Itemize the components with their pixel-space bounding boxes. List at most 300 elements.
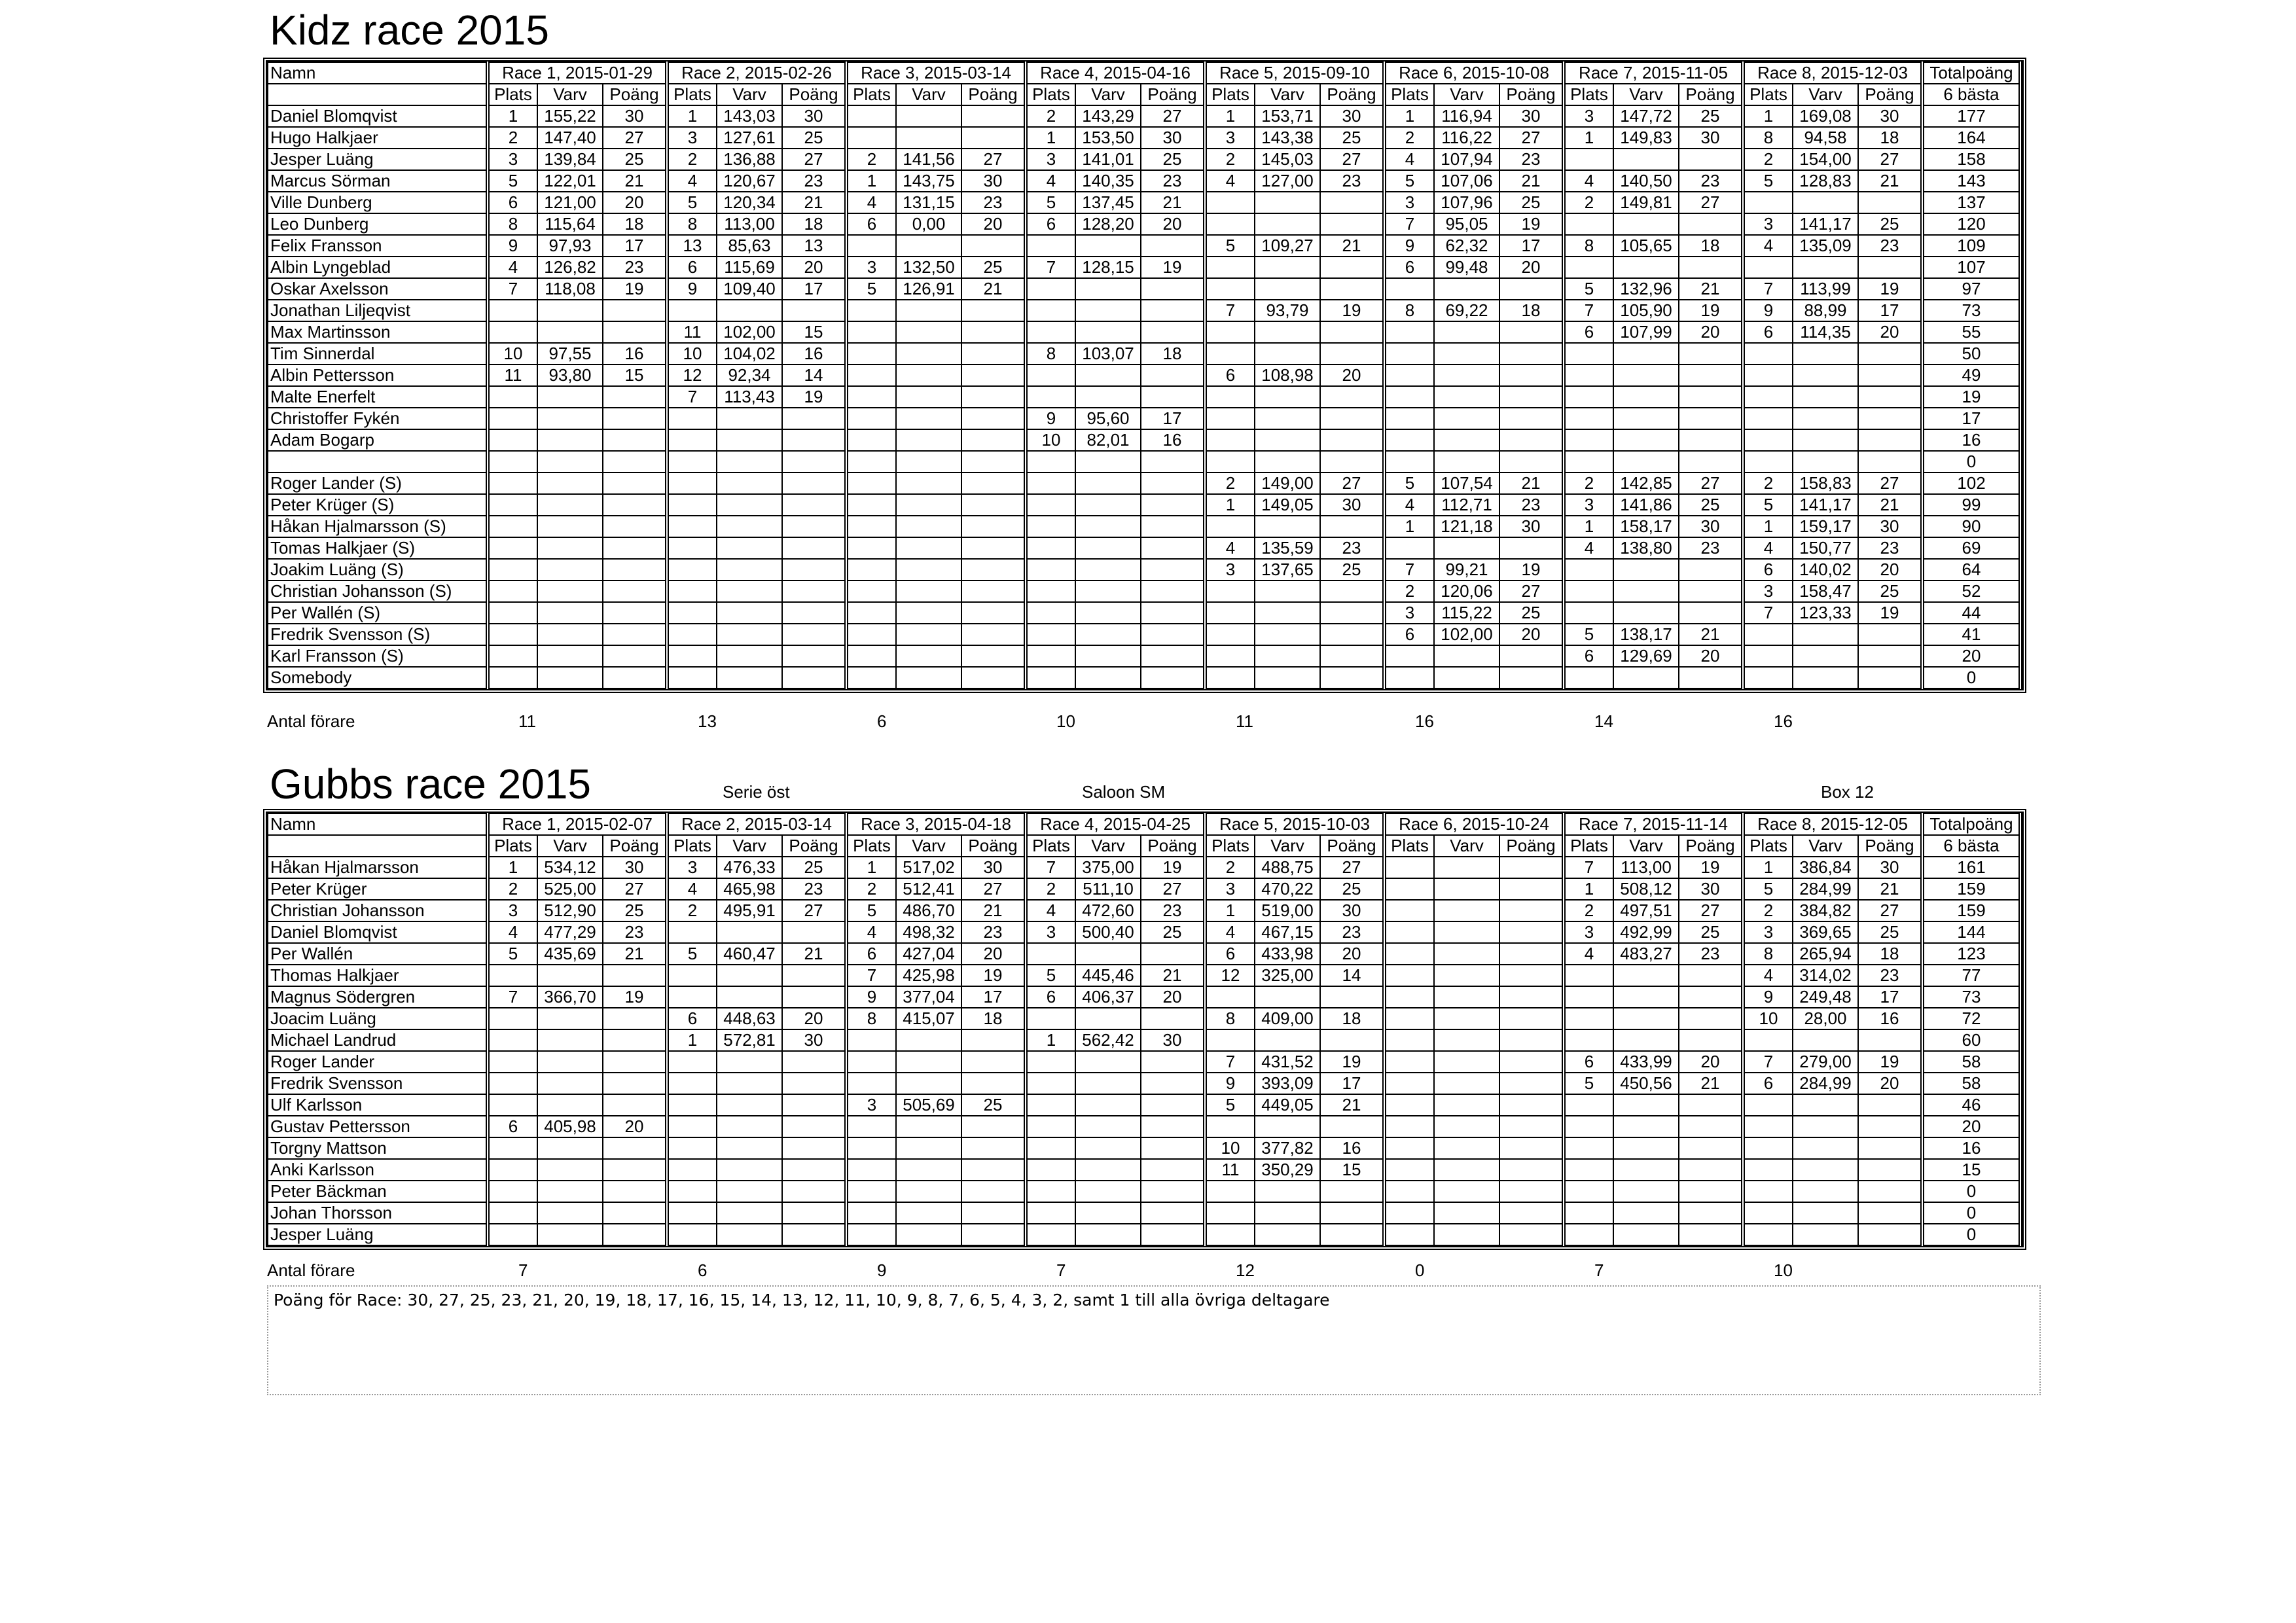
cell-varv [896,429,961,451]
cell-poang [1499,943,1564,965]
cell-plats: 7 [1026,257,1075,278]
cell-poang [1320,602,1384,624]
cell-varv [537,1029,603,1051]
cell-plats [1564,1094,1613,1116]
cell-varv [717,451,782,473]
antal-value: 11 [1236,711,1253,731]
antal-value: 11 [518,711,536,731]
cell-poang: 21 [1141,965,1205,986]
cell-poang [961,602,1026,624]
cell-plats [1205,1202,1255,1224]
cell-plats [1743,408,1793,429]
cell-plats [1205,580,1255,602]
cell-plats [846,580,896,602]
cell-plats [1384,645,1434,667]
cell-poang [782,473,846,494]
cell-plats [1384,1202,1434,1224]
cell-plats: 6 [1564,321,1613,343]
cell-varv [1613,257,1679,278]
cell-plats: 1 [1384,105,1434,127]
cell-plats [488,537,537,559]
cell-varv: 415,07 [896,1008,961,1029]
cell-poang [961,321,1026,343]
cell-varv [537,321,603,343]
cell-poang [1858,1202,1922,1224]
cell-varv [1613,580,1679,602]
cell-plats: 3 [1205,878,1255,900]
cell-poang [1499,386,1564,408]
cell-varv: 140,50 [1613,170,1679,192]
cell-poang [1499,408,1564,429]
cell-varv: 572,81 [717,1029,782,1051]
cell-poang [1141,494,1205,516]
cell-varv [1255,602,1320,624]
cell-varv: 138,80 [1613,537,1679,559]
sub-header: Poäng [1679,835,1743,857]
cell-poang: 19 [961,965,1026,986]
cell-plats [846,1029,896,1051]
cell-varv [1075,300,1141,321]
cell-poang: 30 [603,105,667,127]
cell-plats [1384,1181,1434,1202]
cell-plats: 8 [1205,1008,1255,1029]
cell-poang: 25 [603,149,667,170]
cell-poang [603,408,667,429]
kidz-header-row [268,62,2020,84]
cell-poang: 30 [1499,105,1564,127]
sub-header: Varv [717,84,782,105]
cell-poang [1679,213,1743,235]
cell-plats [488,494,537,516]
cell-varv: 143,75 [896,170,961,192]
cell-varv [1075,1137,1141,1159]
cell-varv [537,559,603,580]
cell-varv: 153,71 [1255,105,1320,127]
cell-plats: 7 [1026,857,1075,878]
cell-plats [667,965,717,986]
cell-varv [717,667,782,688]
cell-plats: 3 [846,257,896,278]
cell-poang [782,921,846,943]
cell-poang [1320,343,1384,365]
cell-plats: 4 [1205,537,1255,559]
cell-varv: 486,70 [896,900,961,921]
cell-varv [537,602,603,624]
cell-varv: 143,38 [1255,127,1320,149]
cell-varv: 449,05 [1255,1094,1320,1116]
driver-name: Magnus Södergren [268,986,488,1008]
cell-varv: 128,20 [1075,213,1141,235]
cell-plats [1205,192,1255,213]
cell-poang [1499,451,1564,473]
cell-varv [717,965,782,986]
cell-varv: 325,00 [1255,965,1320,986]
cell-plats [1564,386,1613,408]
cell-plats: 10 [1205,1137,1255,1159]
cell-varv [1075,645,1141,667]
cell-poang [1499,857,1564,878]
cell-varv [896,365,961,386]
table-row [268,408,2020,429]
cell-poang: 25 [1679,921,1743,943]
cell-poang [1141,559,1205,580]
cell-varv [1613,1224,1679,1245]
cell-varv [1075,516,1141,537]
cell-varv [1793,192,1858,213]
cell-varv [1075,1094,1141,1116]
cell-varv [1434,1137,1499,1159]
cell-varv [1075,602,1141,624]
cell-plats [488,1202,537,1224]
cell-plats: 3 [846,1094,896,1116]
table-row [268,1008,2020,1029]
cell-varv [1434,278,1499,300]
cell-plats [1743,451,1793,473]
driver-name: Per Wallén [268,943,488,965]
cell-plats [1743,1224,1793,1245]
cell-varv [1434,1073,1499,1094]
cell-varv: 525,00 [537,878,603,900]
cell-varv [717,300,782,321]
sub-header: Plats [1564,84,1613,105]
table-row [268,943,2020,965]
cell-plats [488,321,537,343]
cell-varv [1793,429,1858,451]
total-points: 44 [1922,602,2020,624]
cell-poang [782,1116,846,1137]
cell-poang [1320,429,1384,451]
cell-poang: 20 [1320,943,1384,965]
driver-name: Max Martinsson [268,321,488,343]
cell-plats [488,1073,537,1094]
cell-plats [846,1137,896,1159]
sub-header: Poäng [1858,84,1922,105]
cell-plats: 7 [1564,857,1613,878]
cell-varv: 562,42 [1075,1029,1141,1051]
cell-varv: 159,17 [1793,516,1858,537]
total-points: 55 [1922,321,2020,343]
cell-plats [667,473,717,494]
cell-plats: 2 [1205,149,1255,170]
cell-varv [537,1137,603,1159]
cell-plats: 9 [667,278,717,300]
cell-plats [1205,645,1255,667]
cell-plats: 5 [1384,170,1434,192]
cell-poang [1141,516,1205,537]
cell-varv [1434,365,1499,386]
cell-varv [1613,386,1679,408]
cell-poang [603,559,667,580]
table-row [268,1051,2020,1073]
race-header: Race 2, 2015-03-14 [667,813,846,835]
cell-plats: 7 [1743,602,1793,624]
total-points: 159 [1922,900,2020,921]
cell-plats [846,105,896,127]
total-points: 20 [1922,645,2020,667]
race-header: Race 7, 2015-11-05 [1564,62,1743,84]
cell-poang [603,1094,667,1116]
total-subheader: 6 bästa [1922,84,2020,105]
cell-plats [488,473,537,494]
cell-plats [1564,1159,1613,1181]
cell-poang: 19 [1499,559,1564,580]
cell-varv: 113,43 [717,386,782,408]
driver-name: Ulf Karlsson [268,1094,488,1116]
cell-plats [846,343,896,365]
cell-plats [1026,235,1075,257]
cell-plats [846,602,896,624]
cell-poang: 30 [1499,516,1564,537]
cell-poang: 18 [1320,1008,1384,1029]
cell-plats: 1 [1743,516,1793,537]
cell-varv: 0,00 [896,213,961,235]
cell-poang: 27 [961,878,1026,900]
driver-name: Peter Krüger (S) [268,494,488,516]
cell-varv: 135,59 [1255,537,1320,559]
cell-poang: 25 [782,857,846,878]
cell-plats [846,559,896,580]
total-points: 0 [1922,1202,2020,1224]
cell-varv [717,921,782,943]
cell-plats: 11 [667,321,717,343]
cell-plats: 2 [1384,580,1434,602]
cell-plats: 1 [1026,127,1075,149]
cell-poang [782,965,846,986]
sub-header: Varv [1793,84,1858,105]
cell-poang [1499,1137,1564,1159]
sub-header: Poäng [603,835,667,857]
cell-varv: 377,82 [1255,1137,1320,1159]
cell-poang [961,537,1026,559]
cell-plats: 3 [488,149,537,170]
cell-poang [1499,365,1564,386]
cell-plats: 4 [488,257,537,278]
cell-plats [488,300,537,321]
cell-poang [1141,1008,1205,1029]
driver-name: Håkan Hjalmarsson (S) [268,516,488,537]
cell-poang: 25 [1141,149,1205,170]
cell-poang: 18 [961,1008,1026,1029]
sub-header: Poäng [1141,835,1205,857]
cell-plats: 4 [1564,170,1613,192]
total-points: 0 [1922,667,2020,688]
cell-varv: 488,75 [1255,857,1320,878]
table-row [268,451,2020,473]
driver-name: Fredrik Svensson (S) [268,624,488,645]
driver-name: Gustav Pettersson [268,1116,488,1137]
cell-plats [846,321,896,343]
cell-plats [846,429,896,451]
antal-value: 10 [1774,1260,1793,1280]
cell-poang [603,1159,667,1181]
cell-varv: 115,64 [537,213,603,235]
cell-varv: 497,51 [1613,900,1679,921]
cell-varv: 472,60 [1075,900,1141,921]
cell-varv [1075,278,1141,300]
sub-header: Varv [1255,84,1320,105]
cell-varv: 460,47 [717,943,782,965]
cell-plats [1743,645,1793,667]
cell-poang: 17 [1320,1073,1384,1094]
cell-poang [782,1159,846,1181]
table-row [268,343,2020,365]
cell-poang: 23 [1141,900,1205,921]
cell-varv [717,1051,782,1073]
driver-name: Leo Dunberg [268,213,488,235]
cell-poang [1141,602,1205,624]
cell-poang [1679,1094,1743,1116]
cell-plats [1205,451,1255,473]
cell-varv [537,1051,603,1073]
cell-plats [1384,1116,1434,1137]
cell-plats: 3 [667,127,717,149]
cell-plats [1026,580,1075,602]
cell-plats: 5 [846,900,896,921]
cell-plats: 10 [488,343,537,365]
cell-plats: 6 [1564,1051,1613,1073]
kidz-subheader-row [268,84,2020,105]
cell-plats: 6 [488,1116,537,1137]
cell-poang: 23 [1141,170,1205,192]
race-header: Race 1, 2015-02-07 [488,813,667,835]
gubbs-header-row [268,813,2020,835]
cell-poang [1141,1181,1205,1202]
cell-plats: 2 [667,149,717,170]
cell-plats [1564,602,1613,624]
cell-plats: 6 [1205,365,1255,386]
driver-name: Jesper Luäng [268,149,488,170]
driver-name: Johan Thorsson [268,1202,488,1224]
cell-plats [846,451,896,473]
cell-poang [782,667,846,688]
cell-varv: 120,34 [717,192,782,213]
cell-varv [1434,1029,1499,1051]
cell-poang: 25 [1858,580,1922,602]
cell-plats [1205,986,1255,1008]
cell-varv [1434,878,1499,900]
total-points: 177 [1922,105,2020,127]
cell-varv [1613,667,1679,688]
cell-poang: 23 [603,921,667,943]
cell-poang [782,602,846,624]
cell-poang: 27 [603,127,667,149]
cell-poang [961,1116,1026,1137]
cell-varv [1613,343,1679,365]
cell-plats: 3 [1384,192,1434,213]
race-header: Race 3, 2015-03-14 [846,62,1026,84]
driver-name: Michael Landrud [268,1029,488,1051]
cell-plats [667,1051,717,1073]
cell-poang: 16 [782,343,846,365]
cell-varv: 147,72 [1613,105,1679,127]
cell-varv: 128,83 [1793,170,1858,192]
total-points: 97 [1922,278,2020,300]
cell-varv [717,986,782,1008]
cell-plats: 5 [1026,192,1075,213]
cell-plats [1384,943,1434,965]
cell-poang [961,667,1026,688]
driver-name: Hugo Halkjaer [268,127,488,149]
cell-poang [1858,343,1922,365]
cell-poang [961,624,1026,645]
cell-varv [717,408,782,429]
cell-varv: 120,06 [1434,580,1499,602]
total-points: 0 [1922,1181,2020,1202]
cell-varv: 107,06 [1434,170,1499,192]
table-row [268,1137,2020,1159]
race-header: Race 2, 2015-02-26 [667,62,846,84]
cell-poang [961,300,1026,321]
cell-varv: 483,27 [1613,943,1679,965]
cell-poang [1320,213,1384,235]
cell-plats [846,300,896,321]
cell-poang [1320,516,1384,537]
box-label: Box 12 [1821,782,1874,802]
cell-varv: 512,90 [537,900,603,921]
cell-varv: 377,04 [896,986,961,1008]
cell-poang [1320,580,1384,602]
cell-varv [1793,1181,1858,1202]
cell-poang [603,1224,667,1245]
cell-poang [1858,386,1922,408]
cell-poang: 21 [1679,278,1743,300]
cell-varv [717,494,782,516]
cell-plats [1026,1008,1075,1029]
cell-plats: 7 [1205,1051,1255,1073]
sub-header: Varv [896,835,961,857]
cell-plats: 8 [1026,343,1075,365]
cell-varv: 149,81 [1613,192,1679,213]
cell-plats [1743,429,1793,451]
cell-poang [961,1159,1026,1181]
cell-plats [1564,451,1613,473]
cell-poang: 19 [1320,1051,1384,1073]
cell-plats: 6 [846,943,896,965]
cell-plats [1384,386,1434,408]
cell-poang [1499,900,1564,921]
total-points: 58 [1922,1073,2020,1094]
cell-poang [782,494,846,516]
cell-plats [1205,429,1255,451]
cell-poang [1858,1029,1922,1051]
cell-varv [896,1029,961,1051]
cell-plats [1564,1181,1613,1202]
cell-poang [603,1051,667,1073]
points-note: Poäng för Race: 30, 27, 25, 23, 21, 20, 19, 18, 17, 16, 15, 14, 13, 12, 11, 10, 9, 8, 7, 6, 5, 4, 3, 2, samt 1 till alla övriga deltagare [267,1285,2041,1395]
cell-poang: 23 [1858,537,1922,559]
cell-varv [537,494,603,516]
driver-name: Somebody [268,667,488,688]
cell-poang: 21 [961,900,1026,921]
cell-poang [782,1094,846,1116]
cell-plats [1026,559,1075,580]
cell-varv: 107,94 [1434,149,1499,170]
cell-varv [1434,900,1499,921]
sub-header: Poäng [961,84,1026,105]
cell-varv: 393,09 [1255,1073,1320,1094]
total-points: 164 [1922,127,2020,149]
sub-header: Plats [667,84,717,105]
cell-poang: 19 [1679,857,1743,878]
cell-varv [896,321,961,343]
cell-plats: 6 [667,1008,717,1029]
cell-varv [1075,1159,1141,1181]
cell-varv [896,451,961,473]
cell-varv [1613,213,1679,235]
cell-plats [846,386,896,408]
table-row [268,321,2020,343]
cell-poang [961,1051,1026,1073]
